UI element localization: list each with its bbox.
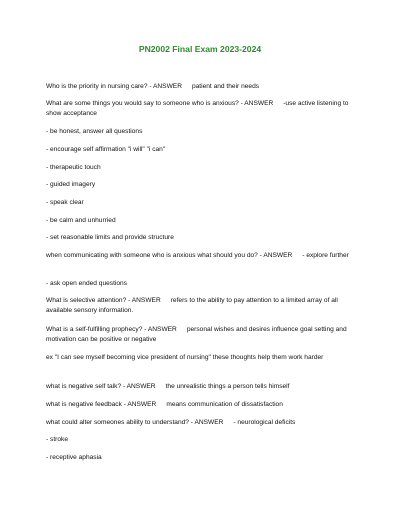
list-item: - therapeutic touch — [46, 164, 101, 171]
list-item: - guided imagery — [46, 181, 96, 188]
example-line: ex "I can see myself becoming vice president of nursing" these thoughts help them work harder — [46, 354, 324, 361]
list-item: - receptive aphasia — [46, 454, 102, 461]
answer: means communication of dissatisfaction — [166, 401, 283, 408]
list-item: - be calm and unhurried — [46, 217, 116, 224]
question: what could alter someones ability to understand? - ANSWER — [46, 419, 224, 426]
answer: personal wishes and desires influence goal setting and motivation can be positive or negative — [46, 326, 347, 344]
list-item: - set reasonable limits and provide structure — [46, 234, 174, 241]
answer: refers to the ability to pay attention to a limited array of all available sensory information. — [46, 297, 338, 315]
qa-entry — [46, 82, 362, 92]
answer: the unrealistic things a person tells himself — [165, 383, 290, 390]
question: what is negative feedback - ANSWER — [46, 401, 157, 408]
qa-entry — [46, 296, 362, 317]
question: What are some things you would say to someone who is anxious? - ANSWER — [46, 100, 274, 107]
list-item: - be honest, answer all questions — [46, 128, 143, 135]
list-item: - encourage self affirmation "i will" "i can" — [46, 146, 166, 153]
answer: -use active listening to show acceptance — [46, 100, 349, 118]
qa-entry — [46, 325, 362, 346]
qa-entry — [46, 418, 362, 428]
qa-entry — [46, 400, 362, 410]
question: when communicating with someone who is anxious what should you do? - ANSWER — [46, 252, 293, 259]
question: Who is the priority in nursing care? - ANSWER — [46, 83, 182, 90]
answer: - explore further — [302, 252, 349, 259]
list-item: - ask open ended questions — [46, 280, 128, 287]
document-title: PN2002 Final Exam 2023-2024 — [138, 44, 262, 54]
list-item: - stroke — [46, 436, 68, 443]
qa-entry — [46, 382, 362, 392]
question: What is selective attention? - ANSWER — [46, 297, 161, 304]
qa-entry — [46, 251, 362, 261]
answer: patient and their needs — [191, 83, 260, 90]
question: what is negative self talk? - ANSWER — [46, 383, 156, 390]
list-item: - speak clear — [46, 199, 84, 206]
question: What is a self-fulfilling prophecy? - ANSWER — [46, 326, 177, 333]
answer: - neurological deficits — [233, 419, 296, 426]
qa-entry — [46, 99, 362, 120]
